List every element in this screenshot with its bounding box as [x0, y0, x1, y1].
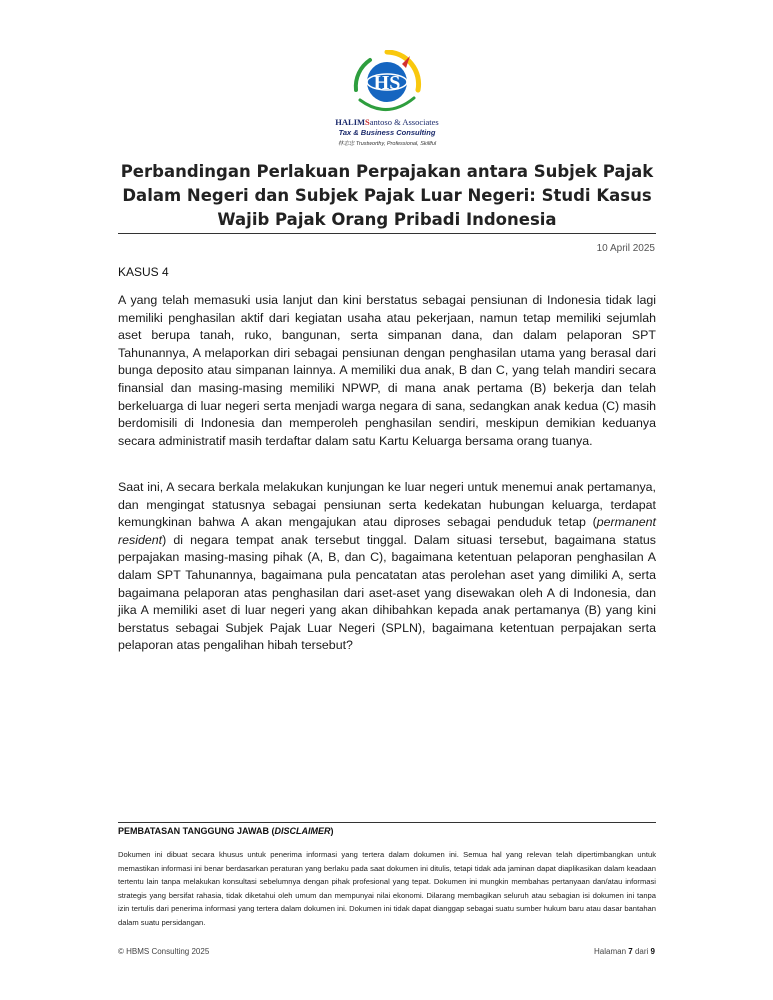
logo-motto: 林志忠 Trustworthy, Professional, Skillful — [337, 141, 437, 147]
hbms-emblem-icon — [340, 50, 434, 116]
document-date: 10 April 2025 — [596, 243, 655, 254]
disclaimer-title: PEMBATASAN TANGGUNG JAWAB (DISCLAIMER) — [118, 826, 334, 836]
document-title: Perbandingan Perlakuan Perpajakan antara Subjek Pajak Dalam Negeri dan Subjek Pajak Luar Negeri: Studi Kasus Wajib Pajak Orang Pribadi Indonesia — [120, 162, 654, 229]
logo-tagline: Tax & Business Consulting — [338, 128, 436, 137]
disclaimer-text: Dokumen ini dibuat secara khusus untuk penerima informasi yang tertera dalam dokumen ini. Semua hal yang relevan telah dipertimbangkan untuk memastikan informasi ini benar berdasarkan peraturan yang berlaku pada saat dokumen ini ditulis, tetapi tidak ada jaminan dapat diaplikasikan dalam keadaan tertentu lain tanpa melakukan konsultasi sebelumnya dengan pihak profesional yang tepat. Dokumen ini mungkin membahas pertanyaan dan/atau informasi strategis yang bersifat rahasia, tidak diketahui oleh umum dan mempunyai nilai ekonomi. Dilarang membagikan seluruh atau sebagian isi dokumen ini tanpa izin tertulis dari penerima informasi yang tertera dalam dokumen ini. Dokumen ini tidak dapat dianggap sebagai suatu sumber hukum baru atau dasar bantahan dalam suatu persidangan. — [118, 850, 656, 927]
page-number: Halaman 7 dari 9 — [594, 947, 655, 956]
case-paragraph-1: A yang telah memasuki usia lanjut dan kini berstatus sebagai pensiunan di Indonesia tidak lagi memiliki penghasilan aktif dari kegiatan usaha atau pekerjaan, namun tetap memiliki sejumlah aset berupa tanah, ruko, bangunan, serta simpanan dana, dan dalam pelaporan SPT Tahunannya, A melaporkan diri sebagai pensiunan dengan penghasilan utama yang berasal dari bunga deposito atau simpanan lainnya. A memiliki dua anak, B dan C, yang telah mandiri secara finansial dan masing-masing memiliki NPWP, di mana anak pertama (B) bekerja dan telah berkeluarga di luar negeri serta menjadi warga negara di sana, sedangkan anak kedua (C) masih berdomisili di Indonesia dan memperoleh penghasilan sendiri, meskipun demikian keduanya secara administratif masih terdaftar dalam satu Kartu Keluarga bersama orang tuanya. — [118, 293, 656, 448]
logo-company-name: HALIMSantoso & Associates — [335, 117, 439, 127]
case-label: KASUS 4 — [118, 265, 169, 279]
disclaimer-divider — [118, 822, 656, 823]
company-logo — [322, 50, 452, 150]
footer-copyright: © HBMS Consulting 2025 — [118, 947, 210, 956]
svg-text:HS: HS — [373, 72, 401, 94]
title-divider — [118, 233, 656, 234]
case-paragraph-2: Saat ini, A secara berkala melakukan kunjungan ke luar negeri untuk menemui anak pertamanya, dan mengingat statusnya sebagai pensiunan serta kedekatan hubungan keluarga, terdapat kemungkinan bahwa A akan mengajukan atau diproses sebagai penduduk tetap (permanent resident) di negara tempat anak tersebut tinggal. Dalam situasi tersebut, bagaimana status perpajakan masing-masing pihak (A, B, dan C), bagaimana ketentuan pelaporan penghasilan A dalam SPT Tahunannya, bagaimana pula pencatatan atas perolehan aset yang dimiliki A, serta bagaimana pelaporan atas penghasilan dari aset-aset yang disewakan oleh A di Indonesia, dan jika A memiliki aset di luar negeri yang akan dihibahkan kepada anak pertamanya (B) yang kini berstatus sebagai Subjek Pajak Luar Negeri (SPLN), bagaimana ketentuan perpajakan serta pelaporan atas pengalihan hibah tersebut? — [118, 480, 656, 653]
